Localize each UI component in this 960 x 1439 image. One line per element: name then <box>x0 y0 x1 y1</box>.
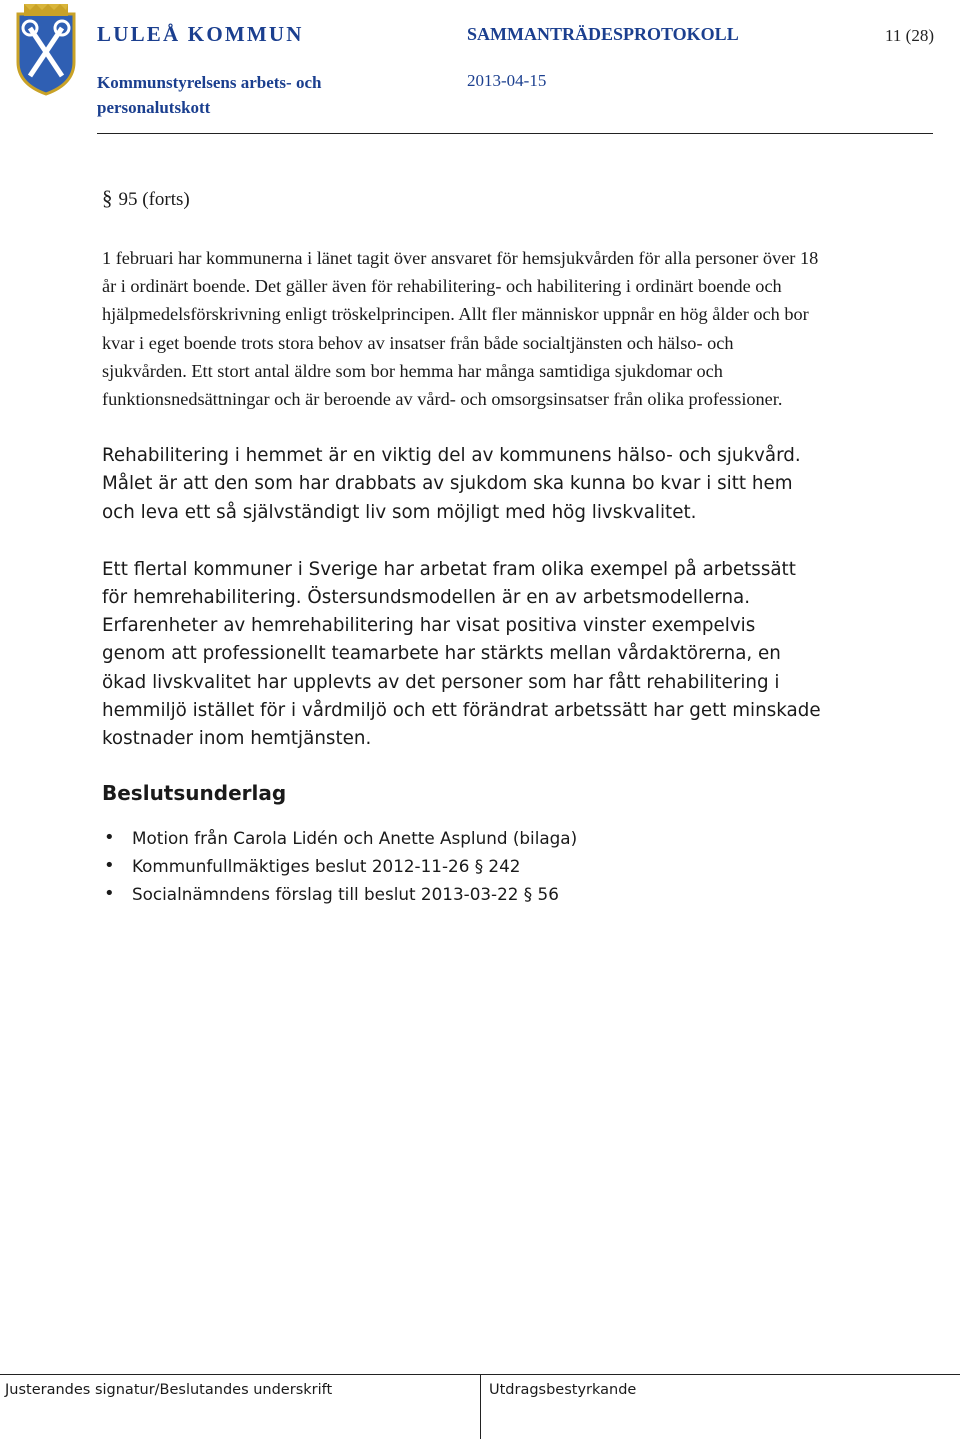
paragraph: Rehabilitering i hemmet är en viktig del av kommunens hälso- och sjukvård. Målet är att den som har drabbats av sjukdom ska kunna bo kvar i sitt hem och leva ett så självständigt liv som möjligt med hög livskvalitet. <box>102 445 801 523</box>
paragraph: Ett flertal kommuner i Sverige har arbetat fram olika exempel på arbetssätt för hemrehabilitering. Östersundsmodellen är en av arbetsmodellerna. Erfarenheter av hemrehabilitering har visat positiva vinster exempelvis genom att professionellt teamarbete har stärkts mellan vårdaktörerna, en ökad livskvalitet har upplevts av det personer som har fått rehabilitering i hemmiljö istället för i vårdmiljö och ett förändrat arbetssätt har gett minskade kostnader inom hemtjänsten. <box>102 558 821 750</box>
decision-basis-list <box>102 824 822 908</box>
committee-name: Kommunstyrelsens arbets- och personalutskott <box>97 73 322 117</box>
list-item <box>102 852 822 880</box>
section-ref-text: 95 (forts) <box>118 189 190 210</box>
certification-field-label: Utdragsbestyrkande <box>489 1382 637 1398</box>
coat-of-arms-icon <box>10 4 82 96</box>
list-item <box>102 880 822 908</box>
list-item-text: Kommunfullmäktiges beslut 2012-11-26 § 242 <box>132 856 521 877</box>
bullet-icon: • <box>104 855 115 877</box>
footer-column-divider <box>480 1374 481 1439</box>
list-item-text: Socialnämndens förslag till beslut 2013-03-22 § 56 <box>132 884 559 905</box>
document-type: SAMMANTRÄDESPROTOKOLL <box>467 24 739 44</box>
bullet-icon: • <box>104 827 115 849</box>
signature-field-label: Justerandes signatur/Beslutandes underskrift <box>5 1382 333 1398</box>
section-symbol: § <box>102 186 113 210</box>
page-number: 11 (28) <box>885 26 934 45</box>
list-item-text: Motion från Carola Lidén och Anette Asplund (bilaga) <box>132 828 578 849</box>
list-item <box>102 824 822 852</box>
organization-name: LULEÅ KOMMUN <box>97 22 304 46</box>
header-divider <box>97 133 933 134</box>
document-body <box>102 186 822 908</box>
bullet-icon: • <box>104 883 115 905</box>
meeting-date: 2013-04-15 <box>467 71 547 90</box>
section-reference <box>102 186 822 211</box>
paragraph: 1 februari har kommunerna i länet tagit över ansvaret för hemsjukvården för alla personer över 18 år i ordinärt boende. Det gäller även för rehabilitering- och habilitering i ordinärt boende och hjälpmedelsförskrivning enligt tröskelprincipen. Allt fler människor uppnår en hög ålder och bor kvar i eget boende trots stora behov av insatser från både socialtjänsten och hälso- och sjukvården. Ett stort antal äldre som bor hemma har många samtidiga sjukdomar och funktionsnedsättningar och är beroende av vård- och omsorgsinsatser från olika professioner. <box>102 248 819 410</box>
section-heading: Beslutsunderlag <box>102 781 287 806</box>
